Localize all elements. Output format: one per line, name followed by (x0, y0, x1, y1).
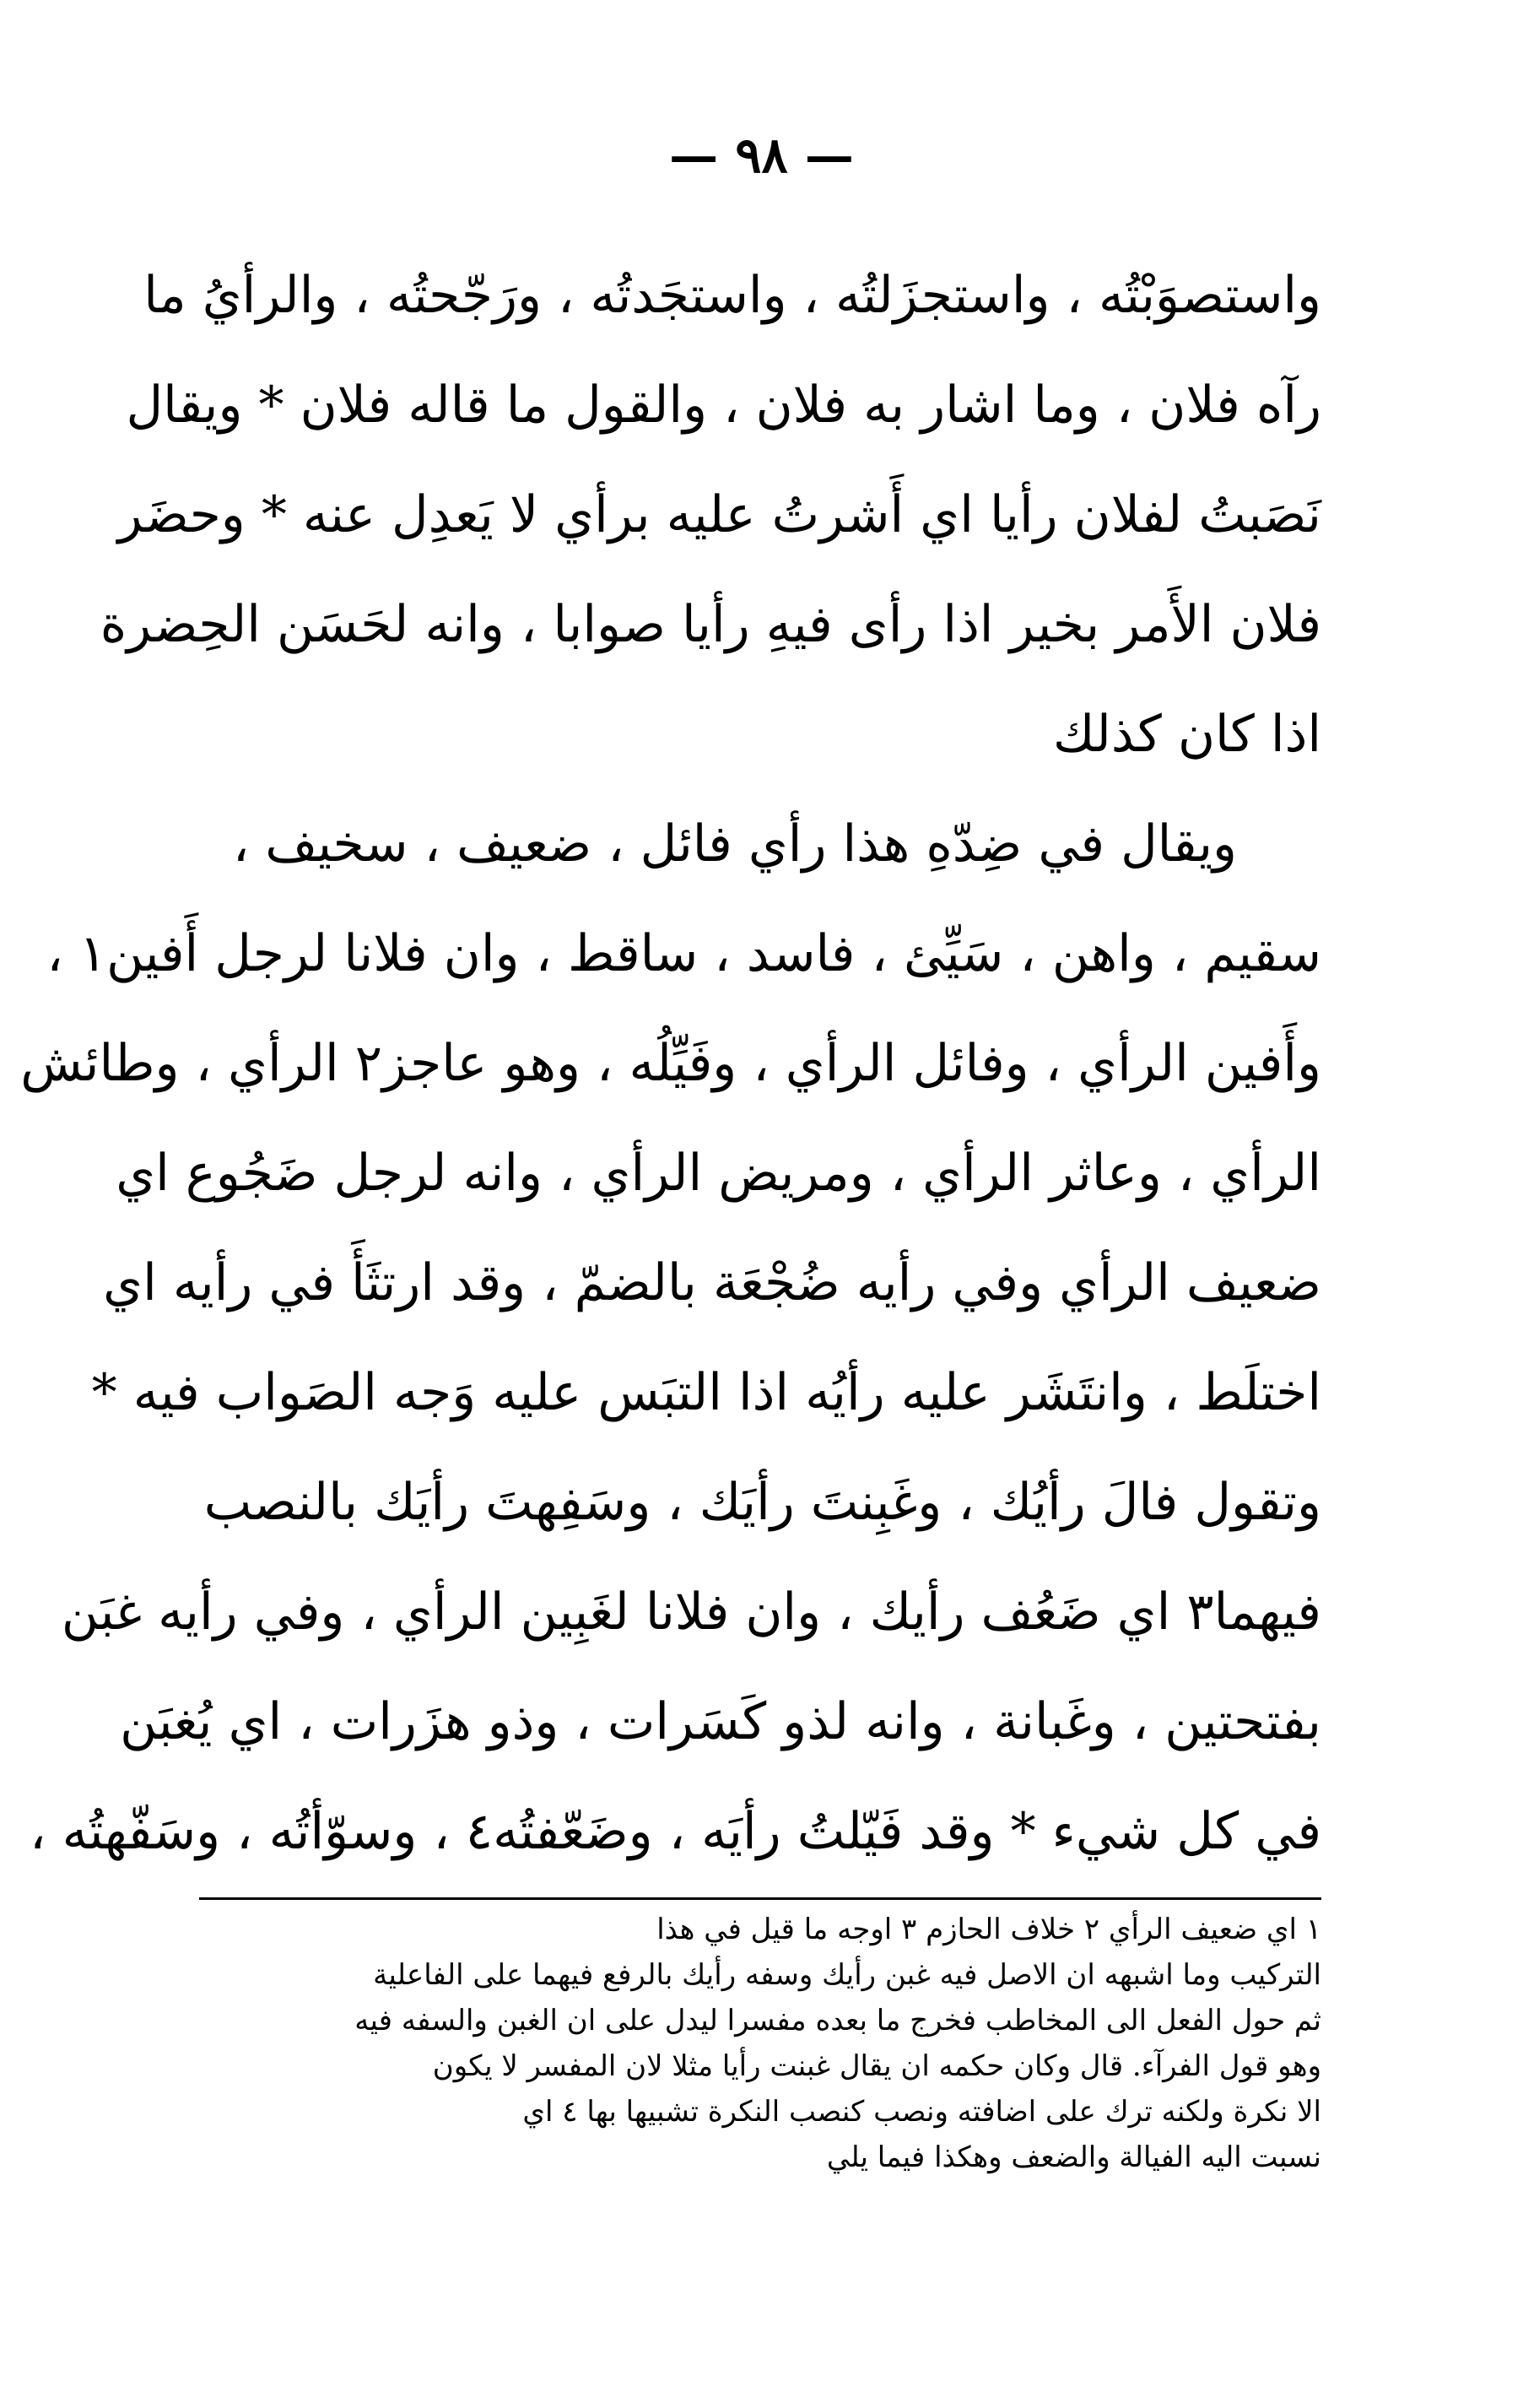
footnote-line: ثم حول الفعل الى المخاطب فخرج ما بعده مفسرا ليدل على ان الغبن والسفه فيه (354, 2004, 1321, 2037)
body-line: واستصوَبْتُه ، واستجزَلتُه ، واستجَدتُه ، ورَجّحتُه ، والرأيُ ما (143, 266, 1321, 325)
body-line: الرأي ، وعاثر الرأي ، ومريض الرأي ، وانه لرجل ضَجُوع اي (116, 1144, 1321, 1203)
body-line: سقيم ، واهن ، سَيِّئ ، فاسد ، ساقط ، وان فلانا لرجل أَفين١ ، (46, 924, 1321, 983)
body-line: وتقول فالَ رأيُك ، وغَبِنتَ رأيَك ، وسَفِهتَ رأيَك بالنصب (203, 1473, 1321, 1532)
footnote-divider (199, 1897, 1321, 1900)
footnote-line: ١ اي ضعيف الرأي ٢ خلاف الحازم ٣ اوجه ما قيل في هذا (656, 1913, 1321, 1946)
footnote-line: الا نكرة ولكنه ترك على اضافته ونصب كنصب النكرة تشبيها بها ٤ اي (522, 2095, 1321, 2129)
body-line: بفتحتين ، وغَبانة ، وانه لذو كَسَرات ، وذو هزَرات ، اي يُغبَن (120, 1692, 1321, 1751)
body-line: اختلَط ، وانتَشَر عليه رأيُه اذا التبَس عليه وَجه الصَواب فيه * (91, 1363, 1321, 1422)
body-line: فلان الأَمر بخير اذا رأى فيهِ رأيا صوابا ، وانه لحَسَن الحِضرة (100, 595, 1321, 654)
body-line: رآه فلان ، وما اشار به فلان ، والقول ما قاله فلان * ويقال (126, 376, 1321, 435)
body-line: ويقال في ضِدّهِ هذا رأي فائل ، ضعيف ، سخيف ، (232, 814, 1237, 874)
footnote-line: التركيب وما اشبهه ان الاصل فيه غبن رأيك وسفه رأيك بالرفع فيهما على الفاعلية (373, 1958, 1321, 1992)
body-line: في كل شيء * وقد فَيّلتُ رأيَه ، وضَعّفتُه٤ ، وسوّأتُه ، وسَفّهتُه ، (30, 1802, 1321, 1861)
body-line: فيهما٣ اي ضَعُف رأيك ، وان فلانا لغَبِين الرأي ، وفي رأيه غبَن (61, 1583, 1321, 1642)
footnote-line: نسبت اليه الفيالة والضعف وهكذا فيما يلي (826, 2140, 1321, 2174)
body-line: وأَفين الرأي ، وفائل الرأي ، وفَيِّلُه ، وهو عاجز٢ الرأي ، وطائش (20, 1034, 1321, 1093)
body-line: نَصَبتُ لفلان رأيا اي أَشرتُ عليه برأي لا يَعدِل عنه * وحضَر (117, 485, 1321, 544)
body-text (20, 0, 1321, 1891)
footnote-line: وهو قول الفرآء. قال وكان حكمه ان يقال غبنت رأيا مثلا لان المفسر لا يكون (432, 2049, 1321, 2083)
body-line: اذا كان كذلك (1052, 705, 1321, 764)
body-line: ضعيف الرأي وفي رأيه ضُجْعَة بالضمّ ، وقد ارتثَأَ في رأيه اي (103, 1253, 1321, 1312)
page-number: — ٩٨ — (669, 127, 854, 184)
